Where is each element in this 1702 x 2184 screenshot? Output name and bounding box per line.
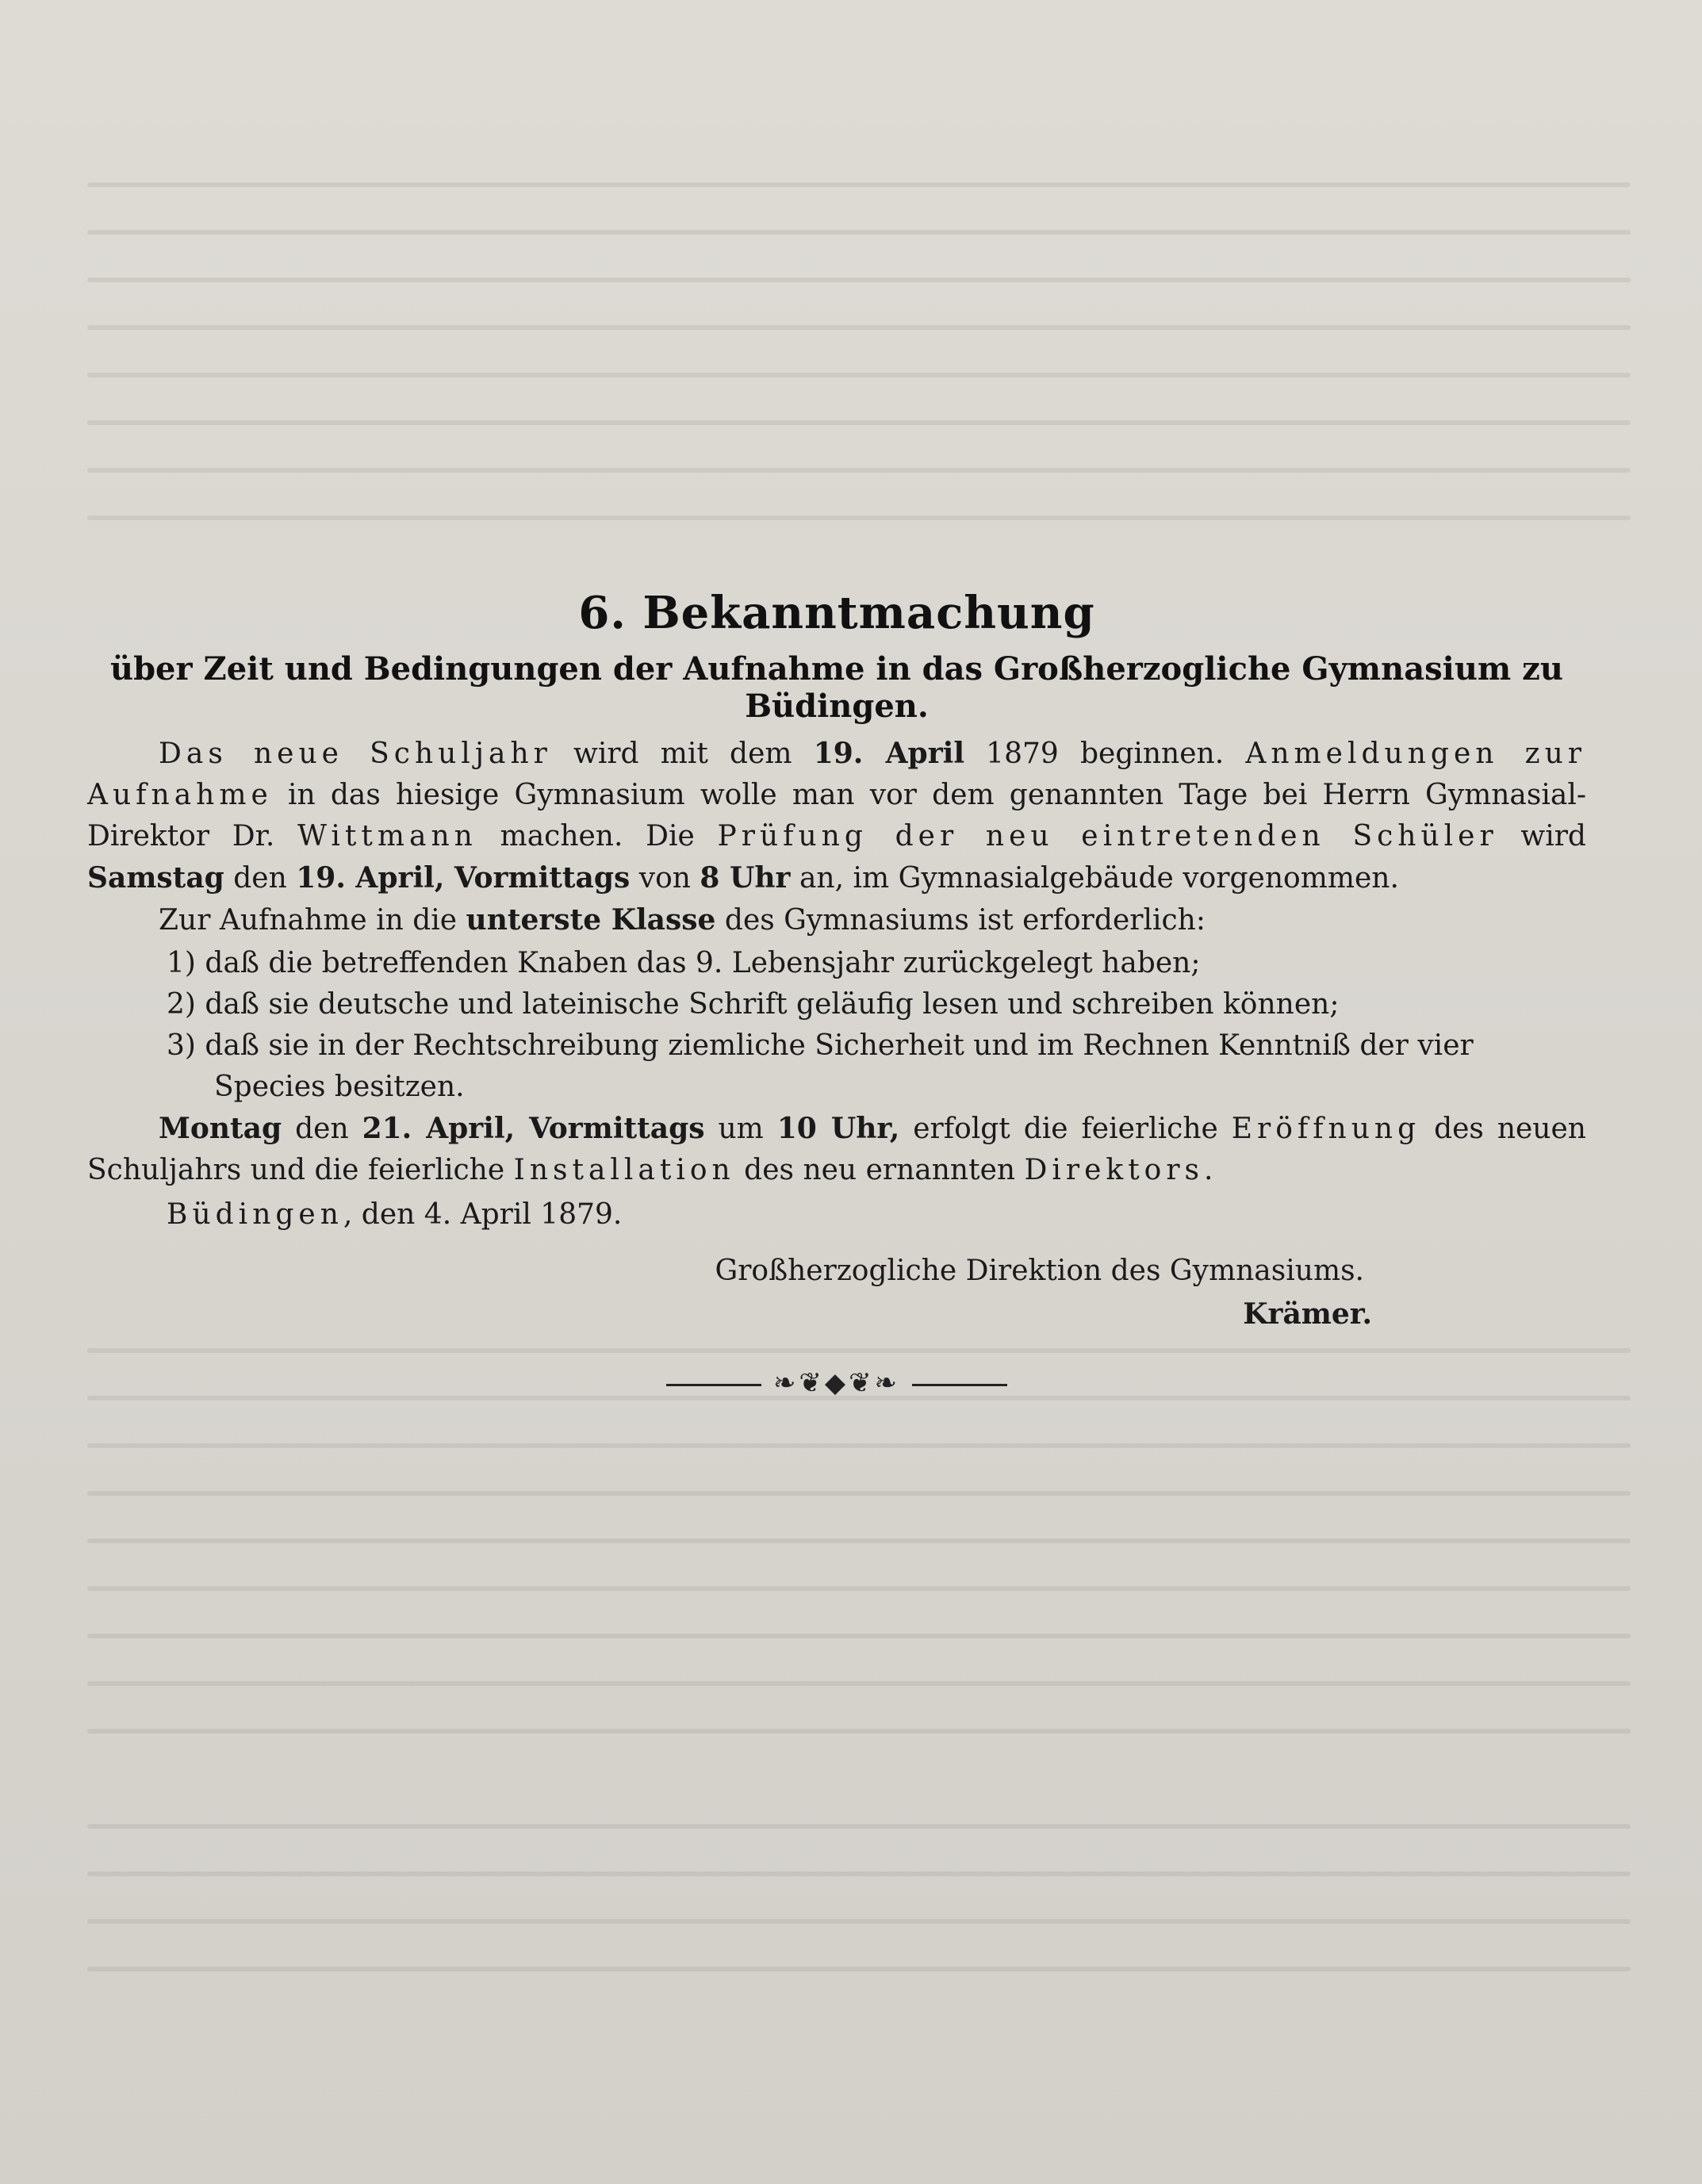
- text-date-start: 19. April: [813, 737, 965, 770]
- bleed-line: [87, 373, 1631, 377]
- text-exam-date: 19. April, Vormittags: [296, 861, 631, 895]
- bleed-line: [87, 278, 1631, 282]
- text-fragment: des neu ernannten: [734, 1154, 1025, 1186]
- text-fragment: Zur Aufnahme in die: [159, 904, 466, 937]
- text-director-name: Wittmann: [297, 820, 477, 853]
- text-registration: Anmeldungen zur Aufnahme: [87, 738, 1586, 811]
- text-fragment: wird: [1497, 820, 1586, 853]
- bleed-line: [87, 1824, 1631, 1829]
- signature-name: Krämer.: [1243, 1297, 1372, 1331]
- announcement: [87, 587, 1586, 1399]
- text-opening: Eröffnung: [1231, 1113, 1421, 1145]
- text-fragment: um: [704, 1113, 777, 1145]
- bleed-line: [87, 1919, 1631, 1924]
- signature-org: Großherzogliche Direktion des Gymnasiums.: [715, 1255, 1364, 1287]
- bleed-line: [87, 1729, 1631, 1734]
- bleed-line: [87, 468, 1631, 473]
- text-director: Direktors.: [1024, 1154, 1218, 1186]
- text-fragment: an, im Gymnasialgebäude vorgenommen.: [790, 862, 1399, 895]
- text-fragment: den: [282, 1113, 362, 1145]
- text-exam-time: 8 Uhr: [700, 861, 791, 895]
- list-item: 1) daß die betreffenden Knaben das 9. Lebensjahr zurückgelegt haben;: [167, 947, 1201, 979]
- list-item: 2) daß sie deutsche und lateinische Schrift geläufig lesen und schreiben können;: [167, 988, 1340, 1021]
- bleed-line: [87, 1967, 1631, 1971]
- bleed-line: [87, 182, 1631, 187]
- bleed-line: [87, 1634, 1631, 1638]
- text-saturday: Samstag: [87, 861, 224, 895]
- list-item: 3) daß sie in der Rechtschreibung ziemliche Sicherheit und im Rechnen Kenntniß der vier Species besitzen.: [167, 1029, 1474, 1103]
- text-opening-time: 10 Uhr,: [776, 1112, 900, 1145]
- text-opening-date: 21. April, Vormittags: [362, 1112, 705, 1145]
- text-fragment: erfolgt die feierliche: [899, 1113, 1232, 1145]
- paragraph-opening: [87, 1108, 1586, 1191]
- text-fragment: 1879 beginnen.: [964, 738, 1246, 770]
- signature-block: [87, 1250, 1372, 1335]
- place-date: [167, 1194, 1586, 1236]
- text-installation: Installation: [513, 1154, 735, 1186]
- bleed-line: [87, 515, 1631, 520]
- bleed-line: [87, 1681, 1631, 1686]
- bleed-line: [87, 1443, 1631, 1448]
- bleed-line: [87, 1872, 1631, 1876]
- text-fragment: des neuen Schuljahrs und die feierliche: [87, 1113, 1586, 1186]
- ornament-divider-icon: ❧❦◆❦❧: [87, 1367, 1586, 1399]
- text-fragment: von: [630, 862, 700, 895]
- text-new-school-year: Das neue Schuljahr: [159, 738, 552, 770]
- text-exam: Prüfung der neu eintretenden Schüler: [717, 820, 1498, 853]
- text-fragment: wird mit dem: [551, 738, 814, 770]
- announcement-subtitle: über Zeit und Bedingungen der Aufnahme in das Großherzogliche Gymnasium zu Büdingen.: [110, 650, 1563, 725]
- bleed-line: [87, 1586, 1631, 1591]
- bleed-line: [87, 230, 1631, 235]
- text-fragment: machen. Die: [477, 820, 718, 853]
- bleed-line: [87, 1491, 1631, 1496]
- requirements-list: [87, 943, 1586, 1108]
- bleed-line: [87, 1538, 1631, 1543]
- text-monday: Montag: [159, 1112, 282, 1145]
- text-fragment: des Gymnasiums ist erforderlich:: [715, 904, 1206, 937]
- bleed-line: [87, 325, 1631, 330]
- text-fragment: in das hiesige Gymnasium wolle man vor dem genannten Tage bei Herrn Gymnasial-Direktor Dr.: [87, 779, 1586, 853]
- bleed-line: [87, 420, 1631, 425]
- text-date: , den 4. April 1879.: [343, 1198, 623, 1231]
- text-place: Büdingen: [167, 1198, 343, 1231]
- paragraph-requirements-intro: [87, 899, 1586, 941]
- paragraph-enrollment: [87, 733, 1586, 899]
- announcement-title: 6. Bekanntmachung: [578, 587, 1095, 639]
- text-lowest-class: unterste Klasse: [466, 903, 716, 937]
- text-fragment: den: [224, 862, 297, 895]
